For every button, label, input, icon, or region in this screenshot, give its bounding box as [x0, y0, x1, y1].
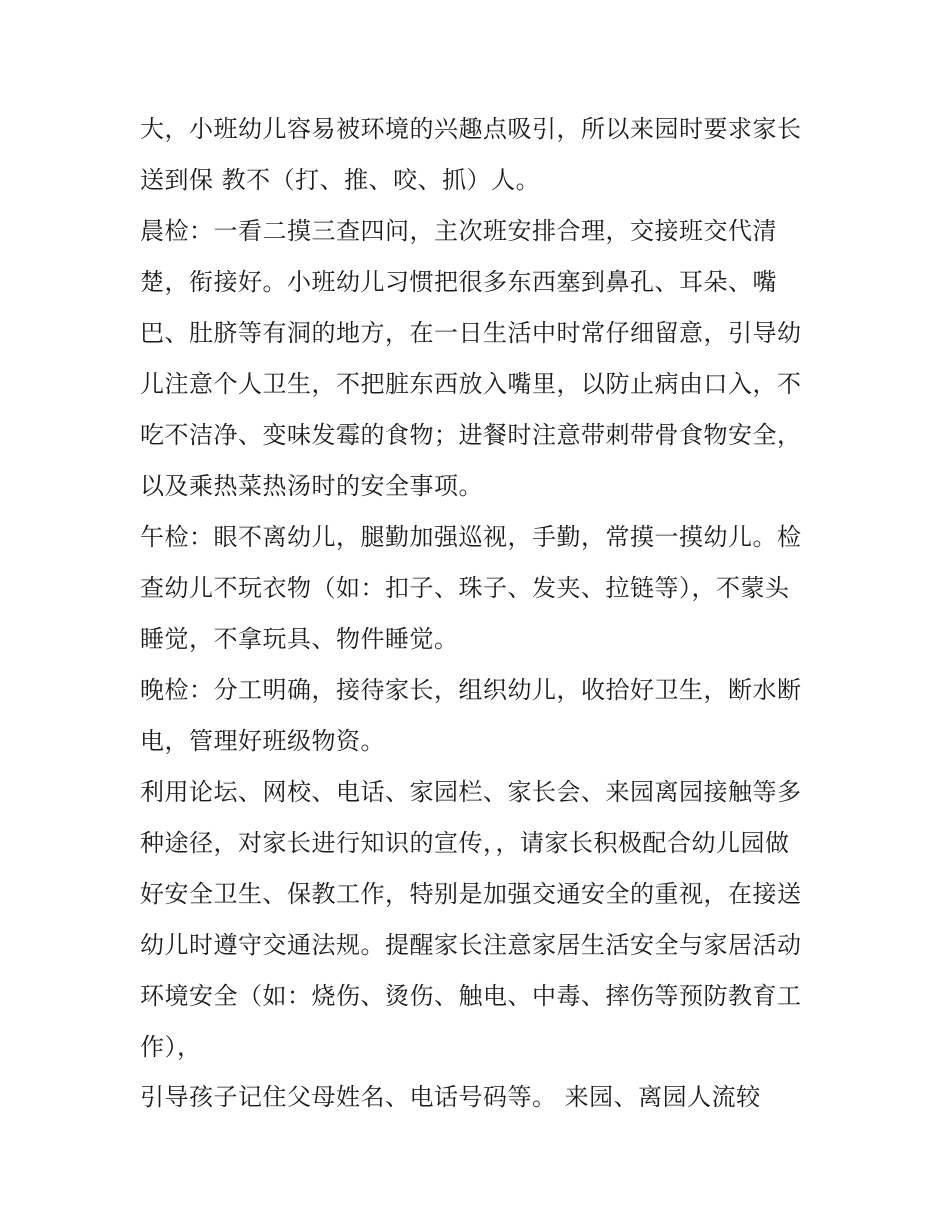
text-line: 大，小班幼儿容易被环境的兴趣点吸引，所以来园时要求家长	[140, 115, 802, 143]
text-line: 送到保 教不（打、推、咬、抓）人。	[140, 166, 541, 194]
text-line: 幼儿时遵守交通法规。提醒家长注意家居生活安全与家居活动	[140, 931, 802, 959]
text-line: 晨检：一看二摸三查四问，主次班安排合理，交接班交代清	[140, 217, 777, 245]
text-line: 巴、肚脐等有洞的地方，在一日生活中时常仔细留意，引导幼	[140, 319, 802, 347]
text-line: 吃不洁净、变味发霉的食物；进餐时注意带刺带骨食物安全，	[140, 421, 802, 449]
text-line: 午检：眼不离幼儿，腿勤加强巡视，手勤，常摸一摸幼儿。检	[140, 523, 802, 551]
text-line: 好安全卫生、保教工作，特别是加强交通安全的重视，在接送	[140, 880, 802, 908]
text-line: 查幼儿不玩衣物（如：扣子、珠子、发夹、拉链等），不蒙头	[140, 574, 790, 602]
text-line: 环境安全（如：烧伤、烫伤、触电、中毒、摔伤等预防教育工	[140, 982, 802, 1010]
text-line: 儿注意个人卫生，不把脏东西放入嘴里，以防止病由口入，不	[140, 370, 802, 398]
text-line: 电，管理好班级物资。	[140, 727, 385, 755]
text-line: 楚，衔接好。小班幼儿习惯把很多东西塞到鼻孔、耳朵、嘴	[140, 268, 777, 296]
text-line: 睡觉，不拿玩具、物件睡觉。	[140, 625, 459, 653]
text-line: 引导孩子记住父母姓名、电话号码等。 来园、离园人流较	[140, 1083, 761, 1111]
text-line: 晚检：分工明确，接待家长，组织幼儿，收拾好卫生，断水断	[140, 676, 802, 704]
text-line: 种途径，对家长进行知识的宣传，，请家长积极配合幼儿园做	[140, 829, 790, 857]
text-line: 利用论坛、网校、电话、家园栏、家长会、来园离园接触等多	[140, 778, 802, 806]
text-line: 以及乘热菜热汤时的安全事项。	[140, 472, 483, 500]
text-line: 作），	[140, 1033, 202, 1061]
